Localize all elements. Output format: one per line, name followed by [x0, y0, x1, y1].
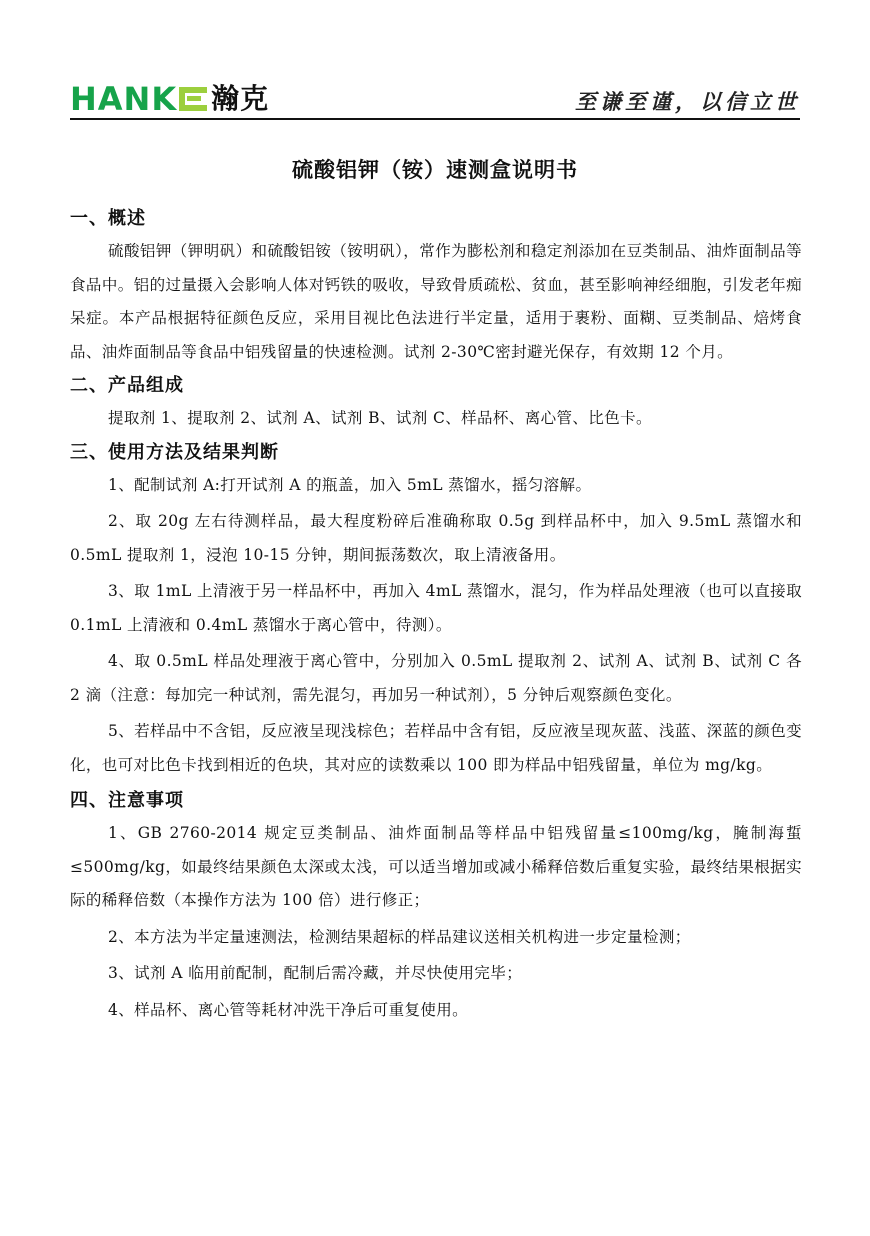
company-logo — [70, 82, 269, 116]
section-overview — [70, 203, 802, 369]
note-item: 1、GB 2760-2014 规定豆类制品、油炸面制品等样品中铝残留量≤100mg/kg，腌制海蜇≤500mg/kg，如最终结果颜色太深或太浅，可以适当增加或减小稀释倍数后重复实验，最终结果根据实际的稀释倍数（本操作方法为 100 倍）进行修正； — [70, 824, 802, 909]
document-body — [70, 203, 802, 1030]
method-step: 2、取 20g 左右待测样品，最大程度粉碎后准确称取 0.5g 到样品杯中，加入 9.5mL 蒸馏水和 0.5mL 提取剂 1，浸泡 10-15 分钟，期间振荡数次，取上清液备用。 — [70, 512, 802, 564]
section-method — [70, 437, 802, 783]
section-paragraph: 提取剂 1、提取剂 2、试剂 A、试剂 B、试剂 C、样品杯、离心管、比色卡。 — [108, 409, 652, 427]
company-slogan: 至谦至谨，以信立世 — [575, 89, 800, 114]
note-item: 4、样品杯、离心管等耗材冲洗干净后可重复使用。 — [108, 1000, 469, 1019]
method-step: 4、取 0.5mL 样品处理液于离心管中，分别加入 0.5mL 提取剂 2、试剂 A、试剂 B、试剂 C 各 2 滴（注意：每加完一种试剂，需先混匀，再加另一种试剂），5 分钟后观察颜色变化。 — [70, 652, 802, 704]
note-item: 2、本方法为半定量速测法，检测结果超标的样品建议送相关机构进一步定量检测； — [108, 927, 691, 946]
logo-e-mark — [179, 87, 207, 111]
method-step: 1、配制试剂 A:打开试剂 A 的瓶盖，加入 5mL 蒸馏水，摇匀溶解。 — [108, 475, 592, 494]
header-rule — [70, 118, 800, 120]
method-step: 5、若样品中不含铝，反应液呈现浅棕色；若样品中含有铝，反应液呈现灰蓝、浅蓝、深蓝的颜色变化，也可对比色卡找到相近的色块，其对应的读数乘以 100 即为样品中铝残留量，单位为 mg/kg。 — [70, 722, 802, 774]
page-header — [70, 82, 800, 118]
method-step: 3、取 1mL 上清液于另一样品杯中，再加入 4mL 蒸馏水，混匀，作为样品处理液（也可以直接取 0.1mL 上清液和 0.4mL 蒸馏水于离心管中，待测）。 — [70, 582, 802, 634]
section-heading: 四、注意事项 — [70, 790, 184, 811]
logo-latin-text: HANK — [70, 80, 178, 118]
section-heading: 二、产品组成 — [70, 375, 184, 396]
logo-chinese-text: 瀚克 — [211, 82, 270, 115]
document-title: 硫酸铝钾（铵）速测盒说明书 — [292, 158, 578, 182]
section-composition — [70, 370, 802, 436]
section-heading: 一、概述 — [70, 208, 146, 229]
section-paragraph: 硫酸铝钾（钾明矾）和硫酸铝铵（铵明矾），常作为膨松剂和稳定剂添加在豆类制品、油炸面制品等食品中。铝的过量摄入会影响人体对钙铁的吸收，导致骨质疏松、贫血，甚至影响神经细胞，引发老年痴呆症。本产品根据特征颜色反应，采用目视比色法进行半定量，适用于裹粉、面糊、豆类制品、焙烤食品、油炸面制品等食品中铝残留量的快速检测。试剂 2-30℃密封避光保存，有效期 12 个月。 — [70, 242, 802, 361]
section-heading: 三、使用方法及结果判断 — [70, 441, 279, 463]
note-item: 3、试剂 A 临用前配制，配制后需冷藏，并尽快使用完毕； — [108, 964, 523, 982]
section-notes — [70, 785, 802, 1027]
